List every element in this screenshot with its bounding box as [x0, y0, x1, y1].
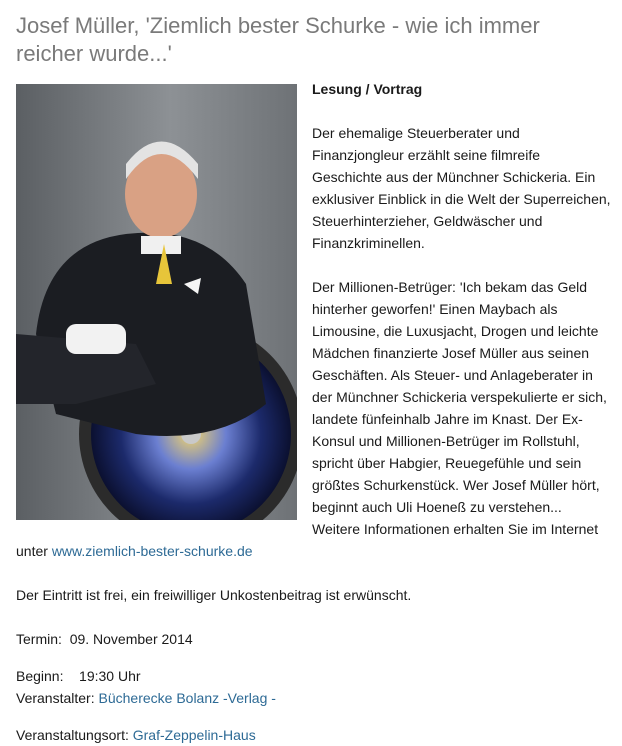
termin-value: 09. November 2014: [69, 631, 193, 647]
event-text: [16, 78, 612, 746]
termin-line: [16, 628, 612, 650]
veranstalter-link[interactable]: Bücherecke Bolanz -Verlag -: [98, 690, 276, 706]
description-paragraph: Der ehemalige Steuerberater und Finanzjongleur erzählt seine filmreife Geschichte aus der Münchner Schickeria. Ein exklusiver Einblick in die Welt der Superreichen, Steuerhinterzieher, Geldwäscher und Finanzkriminellen.: [312, 125, 611, 251]
page-title: Josef Müller, 'Ziemlich bester Schurke - wie ich immer reicher wurde...': [16, 13, 540, 66]
image-spacer: [16, 78, 312, 522]
beginn-label: Beginn:: [16, 668, 64, 684]
entry-note: Der Eintritt ist frei, ein freiwilliger Unkostenbeitrag ist erwünscht.: [16, 587, 412, 603]
beginn-value: 19:30 Uhr: [79, 668, 141, 684]
description-text: Der Millionen-Betrüger: 'Ich bekam das Geld hinterher geworfen!' Einen Maybach als Limousine, die Luxusjacht, Drogen und leichte Mädchen finanzierte Josef Müller aus seinen Geschäften. Als Steuer- und Anlageberater in der Münchner Schickeria verspekulierte er sich, landete fünfeinhalb Jahre im Knast. Der Ex-Konsul und Millionen-Betrüger im Rollstuhl, spricht über Habgier, Reuegefühle und sein größtes Schurkenstück. Wer Josef Müller hört, beginnt auch Uli Hoeneß zu verstehen... Weitere Informationen erhalten Sie im Internet unter: [16, 279, 607, 559]
veranstalter-line: [16, 687, 612, 709]
ort-line: [16, 724, 612, 746]
event-category: Lesung / Vortrag: [312, 81, 423, 97]
beginn-line: [16, 665, 612, 687]
termin-label: Termin:: [16, 631, 62, 647]
ort-label: Veranstaltungsort:: [16, 727, 129, 743]
veranstalter-label: Veranstalter:: [16, 690, 95, 706]
ort-link[interactable]: Graf-Zeppelin-Haus: [132, 727, 256, 743]
website-link[interactable]: www.ziemlich-bester-schurke.de: [51, 543, 253, 559]
